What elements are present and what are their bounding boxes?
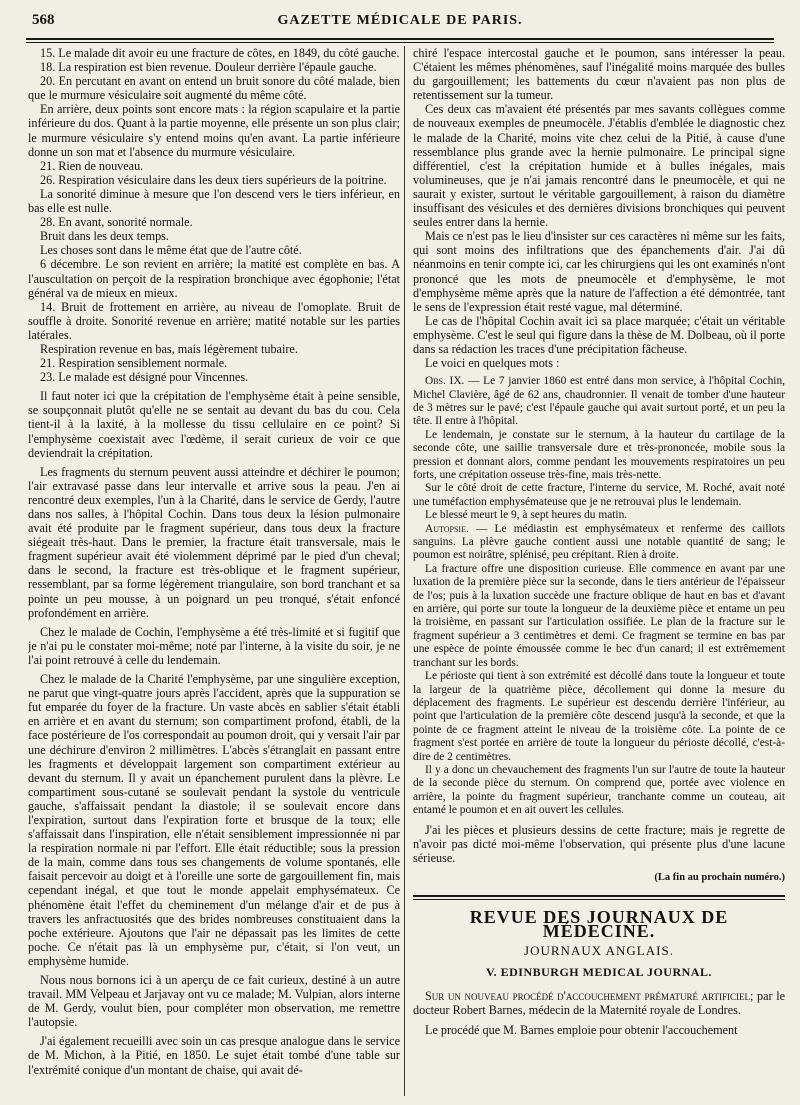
paragraph: 21. Respiration sensiblement normale. <box>40 356 228 371</box>
paragraph: Les fragments du sternum peuvent aussi atteindre et déchirer le poumon; l'air extravasé passe dans leur intervalle et arrive sous la peau. J'en ai rencontré deux exemples, l'un à la Charité, dans le service de Gerdy, l'autre dans nos salles, à l'hôpital Cochin. Dans tous deux la lésion pulmonaire avait été produite par le fragment supérieur, dans tous deux la fracture siégeait très-haut. Dans le premier, la fracture était transversale, mais le fragment supérieur avait été violemment déprimé par le pied d'un cheval; dans le second, la fracture est très-oblique et le fragment supérieur, ressemblant, par sa forme légèrement triangulaire, son bord tranchant et sa pointe un peu mousse, à un poignard un peu tronqué, s'était enfoncé profondément en arrière. <box>28 464 400 620</box>
paragraph: J'ai également recueilli avec soin un cas presque analogue dans le service de M. Michon, à la Pitié, en 1850. Le sujet était tombé d'une table sur l'extrémité conique d'un montant de chaise, qui avait dé- <box>28 1034 400 1077</box>
paragraph: chiré l'espace intercostal gauche et le poumon, sans intéresser la peau. C'étaient les mêmes phénomènes, sauf l'inégalité moins marquée des bulles du gargouillement; les battements du cœur n'avaient pas non plus de retentissement sur la tumeur. <box>413 46 785 103</box>
paragraph: Respiration revenue en bas, mais légèrement tubaire. <box>40 341 298 356</box>
paragraph: Le blessé meurt le 9, à sept heures du matin. <box>425 509 628 522</box>
column-divider <box>404 46 405 1096</box>
paragraph: Chez le malade de Cochin, l'emphysème a été très-limité et si fugitif que je n'ai pu le constater moi-même; noté par l'interne, à la visite du soir, je ne l'ai point retrouvé à celle du lendemain. <box>28 624 400 667</box>
autopsy-paragraph <box>413 523 785 563</box>
paragraph: Sur le côté droit de cette fracture, l'interne du service, M. Roché, avait noté une tuméfaction emphysémateuse que je ne retrouvai plus le lendemain. <box>413 482 785 508</box>
paragraph: 20. En percutant en avant on entend un bruit sonore du côté malade, bien que le murmure vésiculaire soit augmenté du même côté. <box>28 74 400 103</box>
observation-text: — Le 7 janvier 1860 est entré dans mon service, à l'hôpital Cochin, Michel Clavière, âgé de 62 ans, chaudronnier. Il venait de tomber d'une hauteur de 3 mètres sur le pavé; c'est l'épaule gauche qui avait surtout porté, et un peu la tête. Il entre à l'hôpital. <box>413 375 785 428</box>
paragraph: 14. Bruit de frottement en arrière, au niveau de l'omoplate. Bruit de souffle à droite. Sonorité revenue en arrière; matité notable sur les parties latérales. <box>28 299 400 342</box>
article-author: par le docteur Robert Barnes, médecin de la Maternité royale de Londres. <box>413 989 785 1018</box>
closing-paragraph: J'ai les pièces et plusieurs dessins de cette fracture; mais je regrette de n'avoir pas dicté moi-même l'observation, qui présente plus d'une lacune sérieuse. <box>413 822 785 865</box>
paragraph: Mais ce n'est pas le lieu d'insister sur ces caractères ni même sur les faits, qui sont moins des infiltrations que des épanchements d'air. J'ai dû néanmoins en tenir compte ici, car les chirurgiens qui les ont examinés n'ont prononcé que les mots de pneumocèle et d'emphysème, le mot d'emphysème même après que la nature de l'affection a été démontrée, tant le sens de l'expression était resté vague, mal déterminé. <box>413 229 785 314</box>
paragraph: 28. En avant, sonorité normale. <box>40 215 193 230</box>
paragraph: Il faut noter ici que la crépitation de l'emphysème était à peine sensible, se soupçonnait plutôt qu'elle ne se sentait au devant du bas du cou. Cela tient-il à la laxité, à la mollesse du tissu cellulaire en ce point? Si l'emphysème coexistait avec l'œdème, il serait curieux de voir ce que deviendrait la crépitation. <box>28 389 400 460</box>
article-start: Le procédé que M. Barnes emploie pour obtenir l'accouchement <box>425 1022 738 1037</box>
paragraph: Le voici en quelques mots : <box>425 356 560 371</box>
paragraph: 6 décembre. Le son revient en arrière; la matité est complète en bas. A l'auscultation on perçoit de la respiration bronchique avec égophonie; l'état général va de mieux en mieux. <box>28 257 400 300</box>
paragraph: La sonorité diminue à mesure que l'on descend vers le tiers inférieur, en bas elle est nulle. <box>28 186 400 216</box>
autopsy-text: — Le médiastin est emphysémateux et renferme des caillots sanguins. La plèvre gauche contient aussi une notable quantité de sang; le poumon est noirâtre, splénisé, peu crépitant. Rien à droite. <box>413 522 785 562</box>
continuation-note: (La fin au prochain numéro.) <box>654 871 785 883</box>
left-column <box>28 46 400 1096</box>
review-subtitle: JOURNAUX ANGLAIS. <box>524 943 674 959</box>
paragraph: 15. Le malade dit avoir eu une fracture de côtes, en 1849, du côté gauche. <box>40 46 400 60</box>
paragraph: En arrière, deux points sont encore mats : la région scapulaire et la partie inférieure du dos. Quant à la partie moyenne, elle présente un son plus clair; le murmure vésiculaire s'y entend moins qu'en avant. La partie inférieure donne un son mat et l'absence du murmure vésiculaire. <box>28 102 400 159</box>
running-title: GAZETTE MÉDICALE DE PARIS. <box>277 13 523 28</box>
journal-heading: V. EDINBURGH MEDICAL JOURNAL. <box>486 965 712 980</box>
observation-paragraph <box>413 375 785 429</box>
paragraph: 23. Le malade est désigné pour Vincennes. <box>40 370 249 385</box>
paragraph: 21. Rien de nouveau. <box>40 158 144 173</box>
header-rule-thin <box>26 42 774 43</box>
review-title: REVUE DES JOURNAUX DE MÉDECINE. <box>469 906 729 942</box>
paragraph: 26. Respiration vésiculaire dans les deux tiers supérieurs de la poitrine. <box>40 172 387 187</box>
paragraph: Nous nous bornons ici à un aperçu de ce fait curieux, destiné à un autre travail. MM Velpeau et Jarjavay ont vu ce malade; M. Vulpian, alors interne de M. Gerdy, voulut bien, pour compléter mon observation, me remettre l'autopsie. <box>28 973 400 1030</box>
paragraph: Le cas de l'hôpital Cochin avait ici sa place marquée; c'était un véritable emphysème. C'est le seul qui figure dans la thèse de M. Dolbeau, où il porte dans sa rédaction les traces d'une précipitation fâcheuse. <box>413 313 785 356</box>
paragraph: Les choses sont dans le même état que de l'autre côté. <box>40 243 302 258</box>
paragraph: La fracture offre une disposition curieuse. Elle commence en avant par une luxation de la première pièce sur la seconde, dans le tiers antérieur de l'épaisseur de l'os; puis à la luxation succède une fracture oblique de haut en bas et d'avant en arrière, qui porte sur toute la longueur de la deuxième pièce et entame un peu la troisième, en passant sur l'articulation ossifiée. Le plan de la fracture sur le fragment supérieur a 3 centimètres et demi. Ce fragment se termine en bas par une espèce de pointe émoussée comme le bec d'un canard; il est extrêmement tranchant sur les bords. <box>413 562 785 669</box>
paragraph: Ces deux cas m'avaient été présentés par mes savants collègues comme de nouveaux exemples de pneumocèle. J'établis d'emblée le diagnostic chez le malade de la Charité, moins vite chez celui de la Pitié, à cause d'une ressemblance plus grande avec la hernie pulmonaire. Le principal signe différentiel, c'est la crépitation humide et à bulles inégales, mais volumineuses, que je n'ai jamais rencontré dans le pneumocèle, et qui ne saurait y exister, surtout le véritable gargouillement, à raison du diamètre insuffisant des vésicules et des dernières divisions bronchiques qui peuvent seules entrer dans la hernie. <box>413 102 785 230</box>
article-heading-paragraph <box>413 989 785 1017</box>
page-number: 568 <box>32 12 55 28</box>
paragraph: Le lendemain, je constate sur le sternum, à la hauteur du cartilage de la seconde côte, une saillie transversale dure et très-prononcée, mobile sous la pression et donnant alors, comme pendant les mouvements respiratoires un peu forts, une crépitation osseuse très-fine, mais très-nette. <box>413 428 785 481</box>
header-rule <box>26 38 774 40</box>
article-heading: Sur un nouveau procédé d'accouchement prématuré artificiel; <box>425 989 754 1004</box>
paragraph: Le périoste qui tient à son extrémité est décollé dans toute la longueur et toute la largeur de la quatrième pièce, décollement qui donne la mesure du déplacement des fragments. Le supérieur est descendu derrière l'inférieur, au point que l'articulation de la première côte descend jusqu'à la seconde, et que la pointe de ce fragment atteint le niveau de la troisième côte. La pointe de ce fragment s'est portée en arrière de toute la longueur du périoste décollé, c'est-à-dire de 2 centimètres. <box>413 670 785 763</box>
autopsy-label: Autopsie. <box>425 522 469 535</box>
review-section <box>413 895 785 1037</box>
paragraph: Chez le malade de la Charité l'emphysème, par une singulière exception, ne parut que vingt-quatre jours après l'accident, après que la suppuration se fut emparée du foyer de la fracture. Un vaste abcès en sablier s'était établi en arrière et en avant du sternum; son compartiment profond, établi, de la face postérieure de l'os correspondait au poumon droit, qui y versait l'air par une déchirure d'environ 2 millimètres. L'abcès s'étranglait en passant entre les fragments et développait largement son compartiment extérieur au devant du sternum. Il y avait un épanchement purulent dans la plèvre. Le compartiment sous-cutané se soulevait pendant la systole du ventricule gauche, s'affaissait pendant la diastole; il se soulevait encore dans l'expiration, surtout dans l'expiration forte et brusque de la toux; elle s'affaissait dans l'inspiration, elle n'était sensiblement impressionnée ni par la respiration normale ni par l'effort. Elle était réductible; sous la pression de la main, comme dans tous ses changements de volume spontanés, elle faisait percevoir au doigt et à l'oreille une sorte de gargouillement fin, mais cependant inégal, et que tout le monde appelait emphysémateux. Ce phénomène était l'effet du cheminement d'un mélange d'air et de pus à travers les anfractuosités que des brides nombreuses constituaient dans la poche extérieure. Ajoutons que l'air ne dépassait pas les limites de cette poche. Ce n'était pas là un emphysème pur, c'était, si l'on veut, un emphysème humide. <box>28 672 400 968</box>
paragraph: Il y a donc un chevauchement des fragments l'un sur l'autre de toute la hauteur de la seconde pièce du sternum. On comprend que, portée avec violence en arrière, la pointe du fragment supérieur, tranchante comme un couteau, ait entamé le poumon et en ait ouvert les cellules. <box>413 763 785 817</box>
paragraph: Bruit dans les deux temps. <box>40 229 169 244</box>
paragraph: 18. La respiration est bien revenue. Douleur derrière l'épaule gauche. <box>40 60 377 75</box>
right-column <box>413 46 785 1096</box>
page-header <box>22 12 778 36</box>
observation-label: Obs. IX. <box>425 375 465 388</box>
